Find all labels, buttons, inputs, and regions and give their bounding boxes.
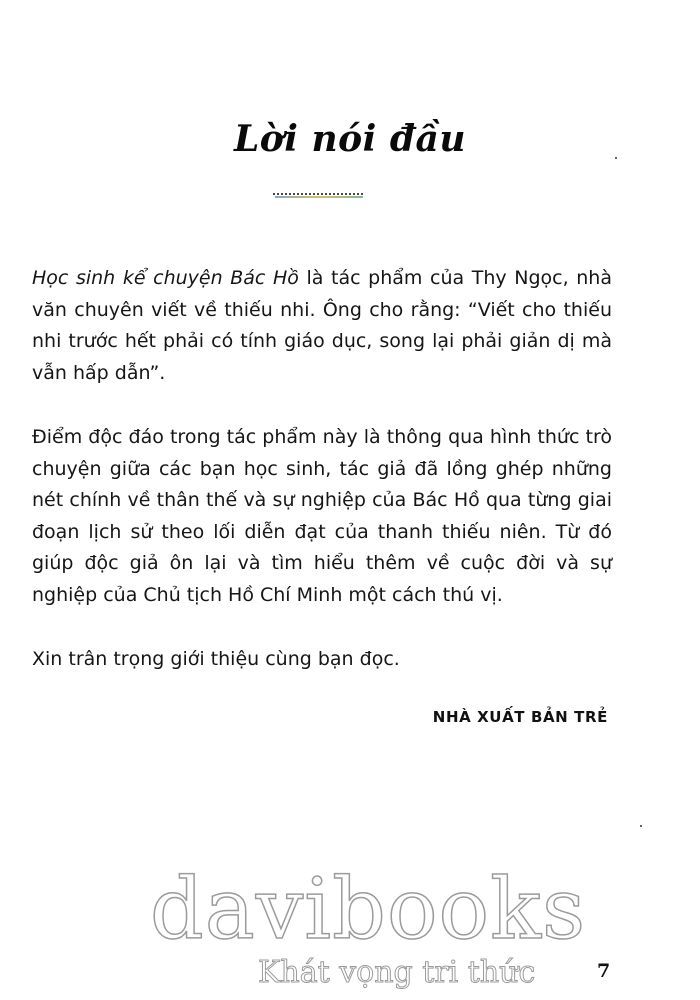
watermark-brand: davibooks: [150, 860, 587, 958]
watermark-slogan: Khát vọng tri thức: [258, 955, 536, 990]
paragraph-closing: Xin trân trọng giới thiệu cùng bạn đọc.: [32, 648, 400, 670]
page-number: 7: [597, 960, 611, 982]
title-divider-accent: [275, 196, 363, 198]
publisher-signature: NHÀ XUẤT BẢN TRẺ: [432, 708, 608, 726]
book-title-italic: Học sinh kể chuyện Bác Hồ: [32, 267, 299, 289]
scan-speck: [615, 157, 617, 159]
page-title: Lời nói đầu: [233, 118, 467, 160]
paragraph-intro-text: là tác phẩm của Thy Ngọc, nhà văn chuyên viết về thiếu nhi. Ông cho rằng: “Viết cho thiếu nhi trước hết phải có tính giáo dục, song lại phải giản dị mà vẫn hấp dẫn”.: [32, 267, 612, 384]
title-divider: [273, 193, 363, 195]
scan-speck: [640, 825, 642, 827]
paragraph-description: Điểm độc đáo trong tác phẩm này là thông qua hình thức trò chuyện giữa các bạn học sinh, tác giả đã lồng ghép những nét chính về thân thế và sự nghiệp của Bác Hồ qua từng giai đoạn lịch sử theo lối diễn đạt của thanh thiếu niên. Từ đó giúp độc giả ôn lại và tìm hiểu thêm về cuộc đời và sự nghiệp của Chủ tịch Hồ Chí Minh một cách thú vị.: [32, 426, 612, 606]
paragraph-intro: [32, 263, 612, 389]
